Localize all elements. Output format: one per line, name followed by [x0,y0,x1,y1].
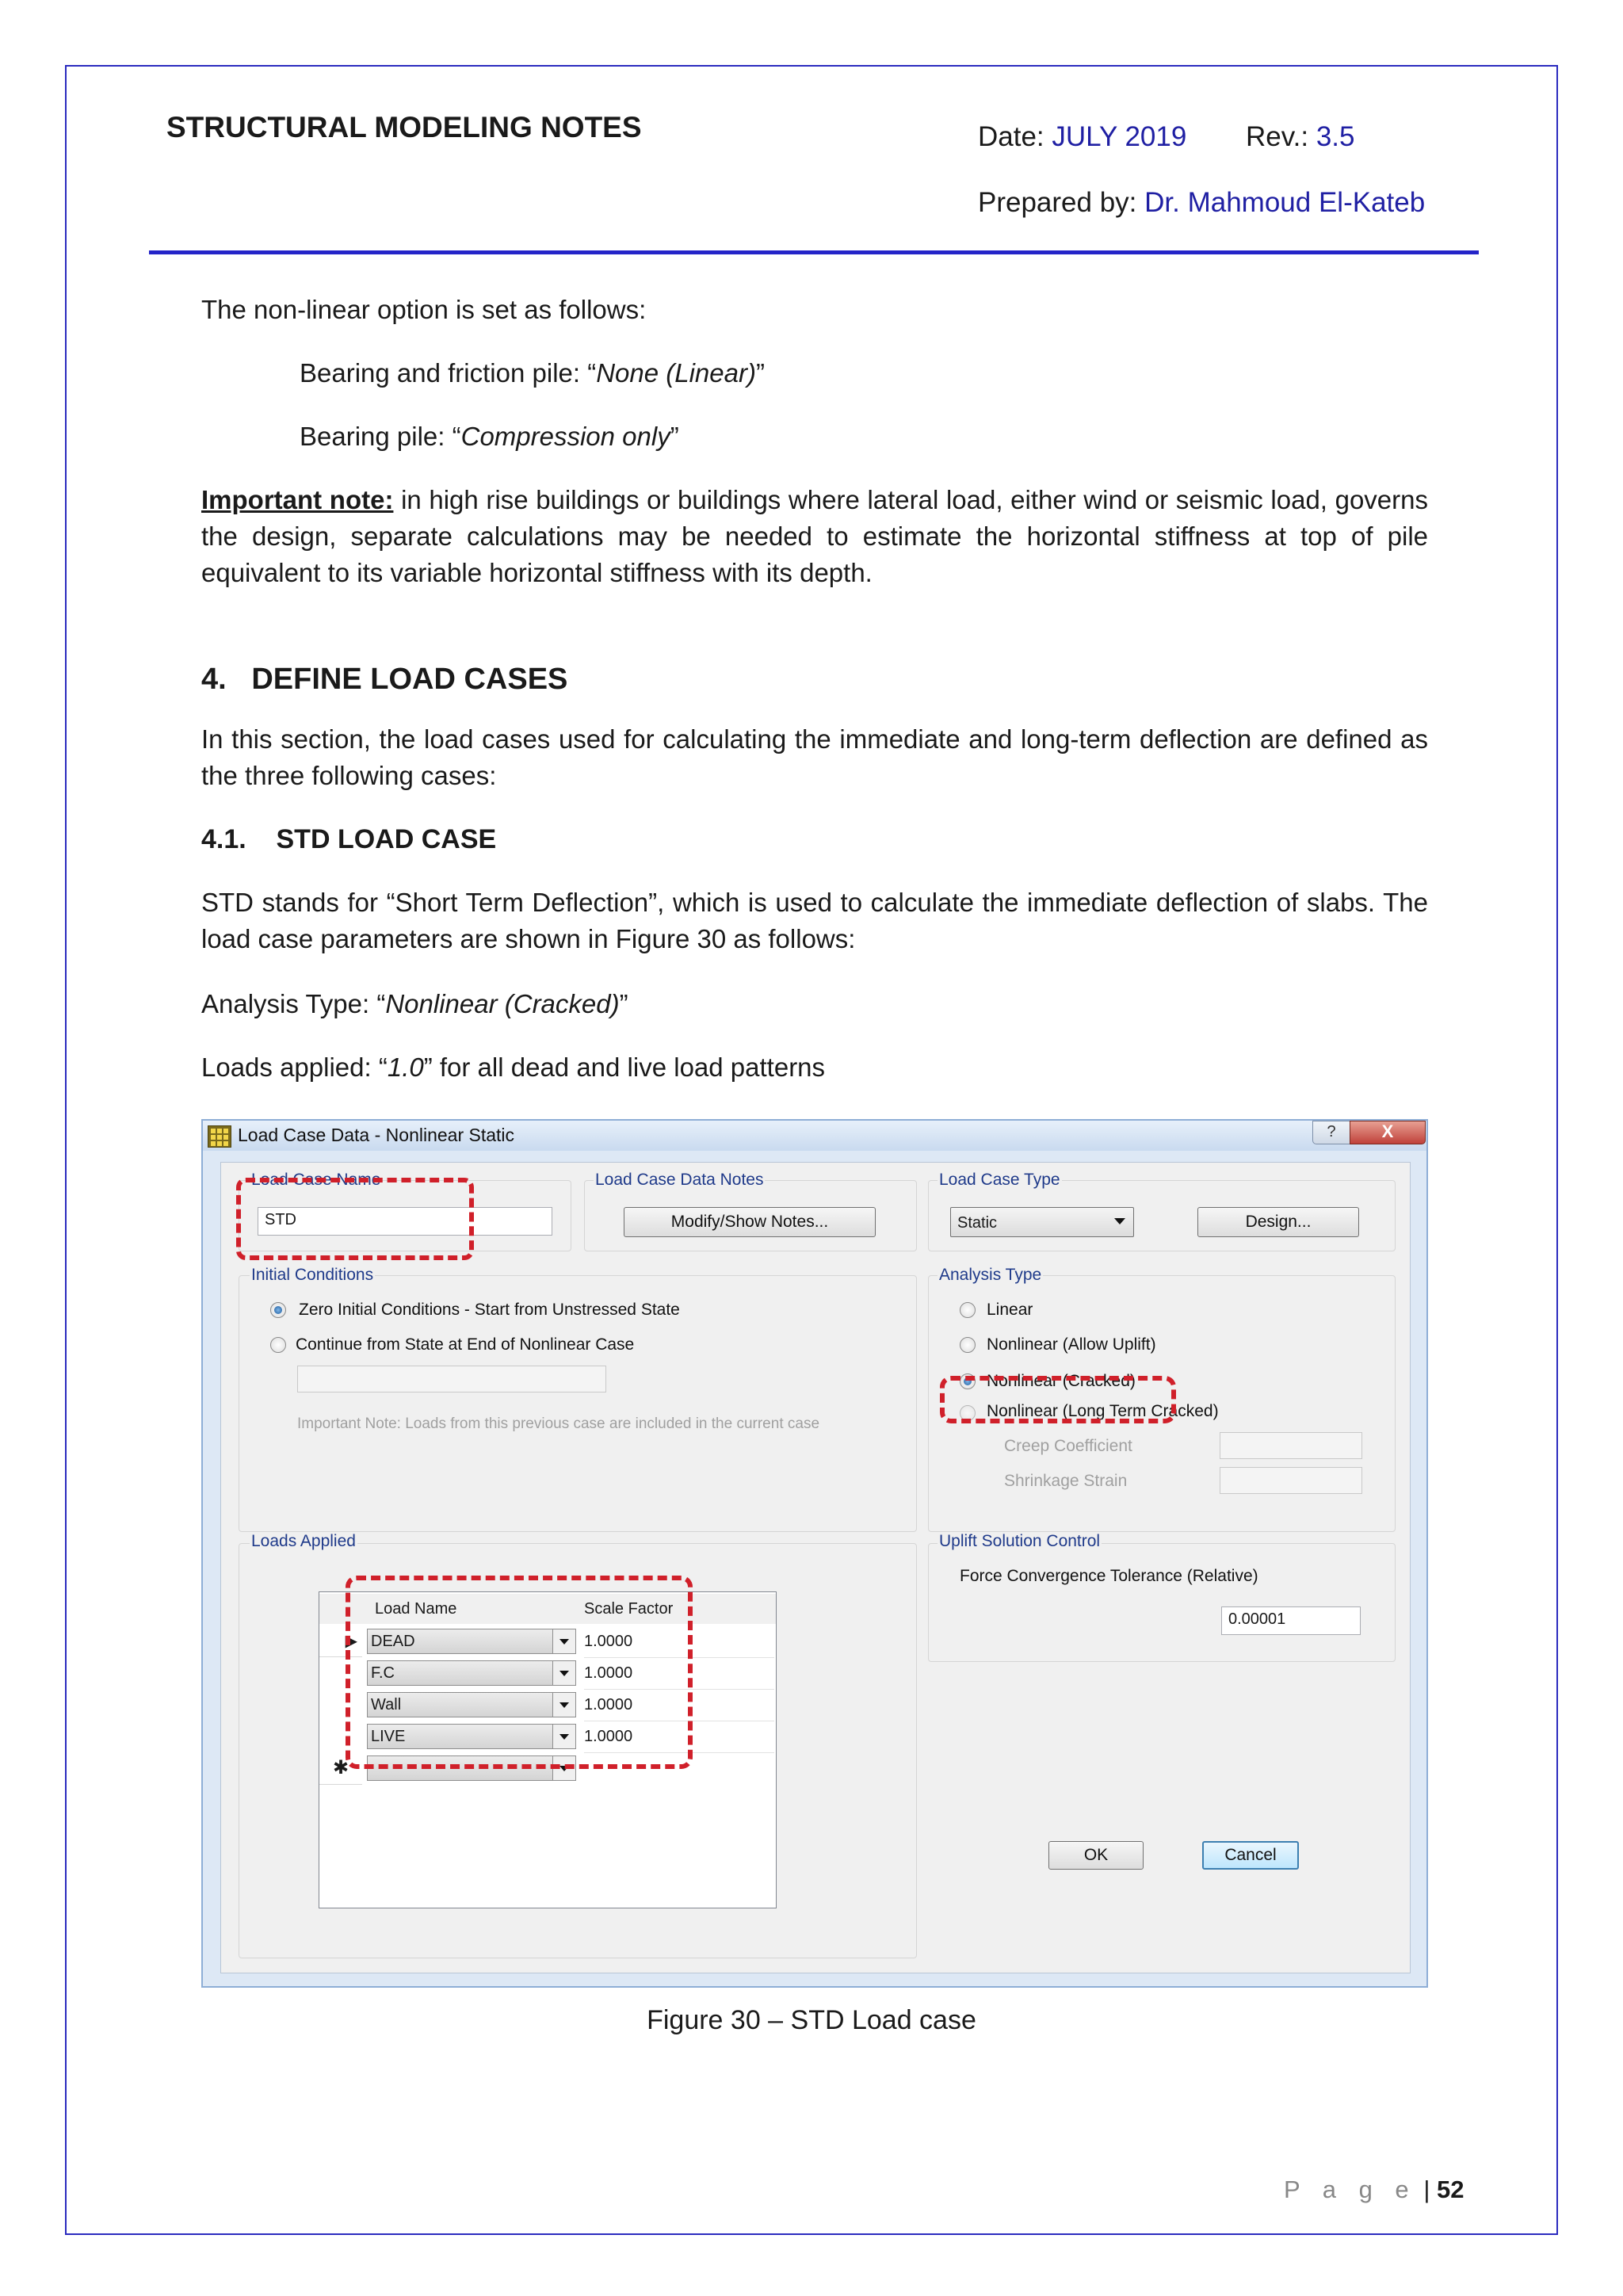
revision-field [1246,121,1354,153]
help-button[interactable]: ? [1312,1121,1350,1144]
date-label: Date: [978,121,1044,152]
date-value: JULY 2019 [1052,121,1187,152]
new-row-marker: ✱ [319,1752,362,1785]
ic-continue-radio[interactable] [270,1337,286,1353]
notes-label: Load Case Data Notes [595,1171,764,1189]
load-name-select[interactable]: LIVE [367,1724,576,1749]
prepared-by-field [978,187,1425,219]
bullet-friction-pile: Bearing and friction pile: “None (Linear)” [300,358,765,388]
col-scale-factor: Scale Factor [584,1594,743,1624]
prepared-label: Prepared by: [978,187,1137,218]
load-case-type-select[interactable]: Static [950,1207,1134,1237]
load-case-dialog [201,1119,1428,1988]
app-icon [208,1125,231,1148]
std-description: STD stands for “Short Term Deflection”, which is used to calculate the immediate deflection of slabs. The load case parameters are shown in Figure 30 as follows: [201,888,1428,953]
document-title: STRUCTURAL MODELING NOTES [166,111,642,143]
shrinkage-label: Shrinkage Strain [1004,1472,1128,1490]
load-name-select[interactable]: F.C [367,1660,576,1686]
load-case-name-label: Load Case Name [251,1171,381,1189]
rev-label: Rev.: [1246,121,1309,152]
close-button[interactable]: X [1350,1121,1426,1144]
important-note: Important note: in high rise buildings or buildings where lateral load, either wind or seismic load, governs the design, separate calculations may be needed to estimate the horizontal stiffness at top of pile equivalent to its variable horizontal stiffness with its depth. [201,485,1428,587]
ok-button[interactable]: OK [1048,1841,1144,1870]
ic-zero-label: Zero Initial Conditions - Start from Unstressed State [299,1301,680,1319]
dialog-titlebar [203,1121,1426,1151]
analysis-type-label: Analysis Type [939,1266,1042,1284]
page-number: 52 [1437,2176,1465,2203]
dialog-title: Load Case Data - Nonlinear Static [238,1125,515,1145]
nonlinear-intro: The non-linear option is set as follows: [201,295,647,324]
footer-separator: | [1423,2176,1430,2203]
section-heading: 4. DEFINE LOAD CASES [201,663,568,696]
at-uplift-radio[interactable] [960,1337,976,1353]
load-name-select[interactable]: Wall [367,1692,576,1717]
current-row-marker: ▶ [319,1626,362,1657]
rev-value: 3.5 [1316,121,1355,152]
load-case-name-input[interactable]: STD [258,1207,552,1236]
ic-note: Important Note: Loads from this previous case are included in the current case [297,1415,820,1432]
design-button[interactable]: Design... [1197,1207,1359,1237]
page-label: P a g e [1284,2176,1417,2203]
modify-notes-button[interactable]: Modify/Show Notes... [624,1207,876,1237]
shrinkage-input[interactable] [1220,1467,1362,1494]
at-linear-radio[interactable] [960,1302,976,1318]
ic-zero-radio[interactable] [270,1302,286,1318]
ic-continue-label: Continue from State at End of Nonlinear Case [296,1335,635,1354]
col-load-name: Load Name [375,1594,581,1624]
loads-applied-label: Loads Applied [251,1532,356,1550]
at-uplift-label: Nonlinear (Allow Uplift) [987,1335,1156,1354]
cancel-button[interactable]: Cancel [1202,1841,1299,1870]
creep-label: Creep Coefficient [1004,1437,1132,1455]
initial-conditions-label: Initial Conditions [251,1266,374,1284]
date-field [978,121,1186,153]
loads-applied-line: Loads applied: “1.0” for all dead and live load patterns [201,1052,826,1082]
highlight-loads-applied [346,1576,693,1769]
page-footer [1284,2176,1464,2204]
chevron-down-icon [1114,1218,1125,1224]
scale-factor-cell[interactable]: 1.0000 [584,1657,774,1690]
at-linear-label: Linear [987,1301,1033,1319]
figure-caption: Figure 30 – STD Load case [647,2005,976,2035]
scale-factor-cell[interactable]: 1.0000 [584,1721,774,1753]
section-intro: In this section, the load cases used for calculating the immediate and long-term deflection are defined as the three following cases: [201,724,1428,790]
at-cracked-label: Nonlinear (Cracked) [987,1372,1136,1390]
subsection-heading: 4.1. STD LOAD CASE [201,824,497,854]
at-longterm-label: Nonlinear (Long Term Cracked) [987,1402,1219,1420]
bullet-bearing-pile: Bearing pile: “Compression only” [300,422,679,451]
prepared-value: Dr. Mahmoud El-Kateb [1144,187,1426,218]
header-rule [149,250,1479,254]
important-note-label: Important note: [201,485,394,514]
uplift-control-label: Uplift Solution Control [939,1532,1101,1550]
load-case-type-label: Load Case Type [939,1171,1060,1189]
scale-factor-cell[interactable]: 1.0000 [584,1626,774,1658]
highlight-load-case-name [236,1178,474,1260]
highlight-analysis-type [940,1376,1176,1423]
load-name-select[interactable]: DEAD [367,1629,576,1654]
tolerance-label: Force Convergence Tolerance (Relative) [960,1567,1258,1585]
creep-input[interactable] [1220,1432,1362,1459]
analysis-type-line: Analysis Type: “Nonlinear (Cracked)” [201,989,628,1018]
tolerance-input[interactable]: 0.00001 [1221,1606,1361,1635]
scale-factor-cell[interactable]: 1.0000 [584,1689,774,1721]
ic-previous-case-select[interactable] [297,1366,606,1392]
uplift-control-group [928,1543,1396,1662]
